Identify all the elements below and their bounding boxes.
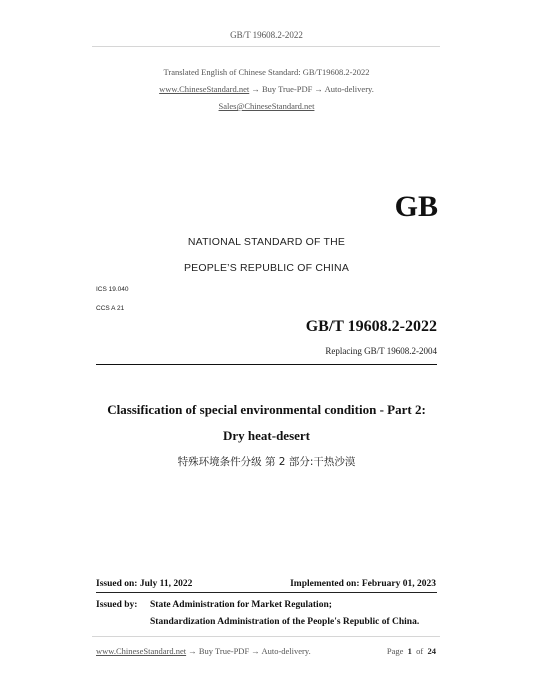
page-current: 1 — [407, 646, 412, 656]
header-divider — [92, 46, 440, 47]
email-line — [0, 101, 533, 111]
replacing-note: Replacing GB/T 19608.2-2004 — [325, 346, 437, 356]
title-divider — [96, 364, 437, 365]
national-standard-line2: PEOPLE’S REPUBLIC OF CHINA — [183, 262, 350, 274]
promo-text: → Buy True-PDF → Auto-delivery. — [249, 84, 374, 94]
issued-by-label: Issued by: — [96, 600, 138, 610]
footer-promo-text: → Buy True-PDF → Auto-delivery. — [186, 646, 311, 656]
promo-line — [0, 84, 533, 94]
implemented-on: Implemented on: February 01, 2023 — [290, 579, 436, 589]
issued-by-line1: State Administration for Market Regulation; — [150, 600, 332, 610]
footer-promo — [96, 646, 311, 656]
title-en-line2: Dry heat-desert — [223, 428, 310, 443]
issued-on: Issued on: July 11, 2022 — [96, 579, 193, 589]
page-total: 24 — [427, 646, 436, 656]
issue-divider — [96, 592, 437, 593]
footer-chinesestandard-link[interactable]: www.ChineseStandard.net — [96, 646, 187, 656]
page-of: of — [416, 646, 424, 656]
title-en-line1: Classification of special environmental condition - Part 2: — [107, 402, 426, 417]
footer-divider — [92, 636, 440, 637]
issued-by-line2: Standardization Administration of the People's Republic of China. — [150, 617, 420, 627]
translation-notice: Translated English of Chinese Standard: GB/T19608.2-2022 — [163, 67, 370, 77]
ics-code: ICS 19.040 — [96, 286, 129, 293]
standard-code: GB/T 19608.2-2022 — [305, 318, 437, 335]
page-label: Page — [386, 646, 404, 656]
chinesestandard-link[interactable]: www.ChineseStandard.net — [159, 84, 250, 94]
national-standard-line1: NATIONAL STANDARD OF THE — [187, 236, 346, 248]
ccs-code: CCS A 21 — [96, 305, 125, 312]
sales-email-link[interactable]: Sales@ChineseStandard.net — [218, 101, 315, 111]
title-cn: 特殊环境条件分级 第 2 部分:干热沙漠 — [177, 456, 356, 468]
gb-logo: GB — [394, 190, 438, 223]
page-number — [387, 646, 436, 656]
running-header: GB/T 19608.2-2022 — [230, 30, 303, 40]
